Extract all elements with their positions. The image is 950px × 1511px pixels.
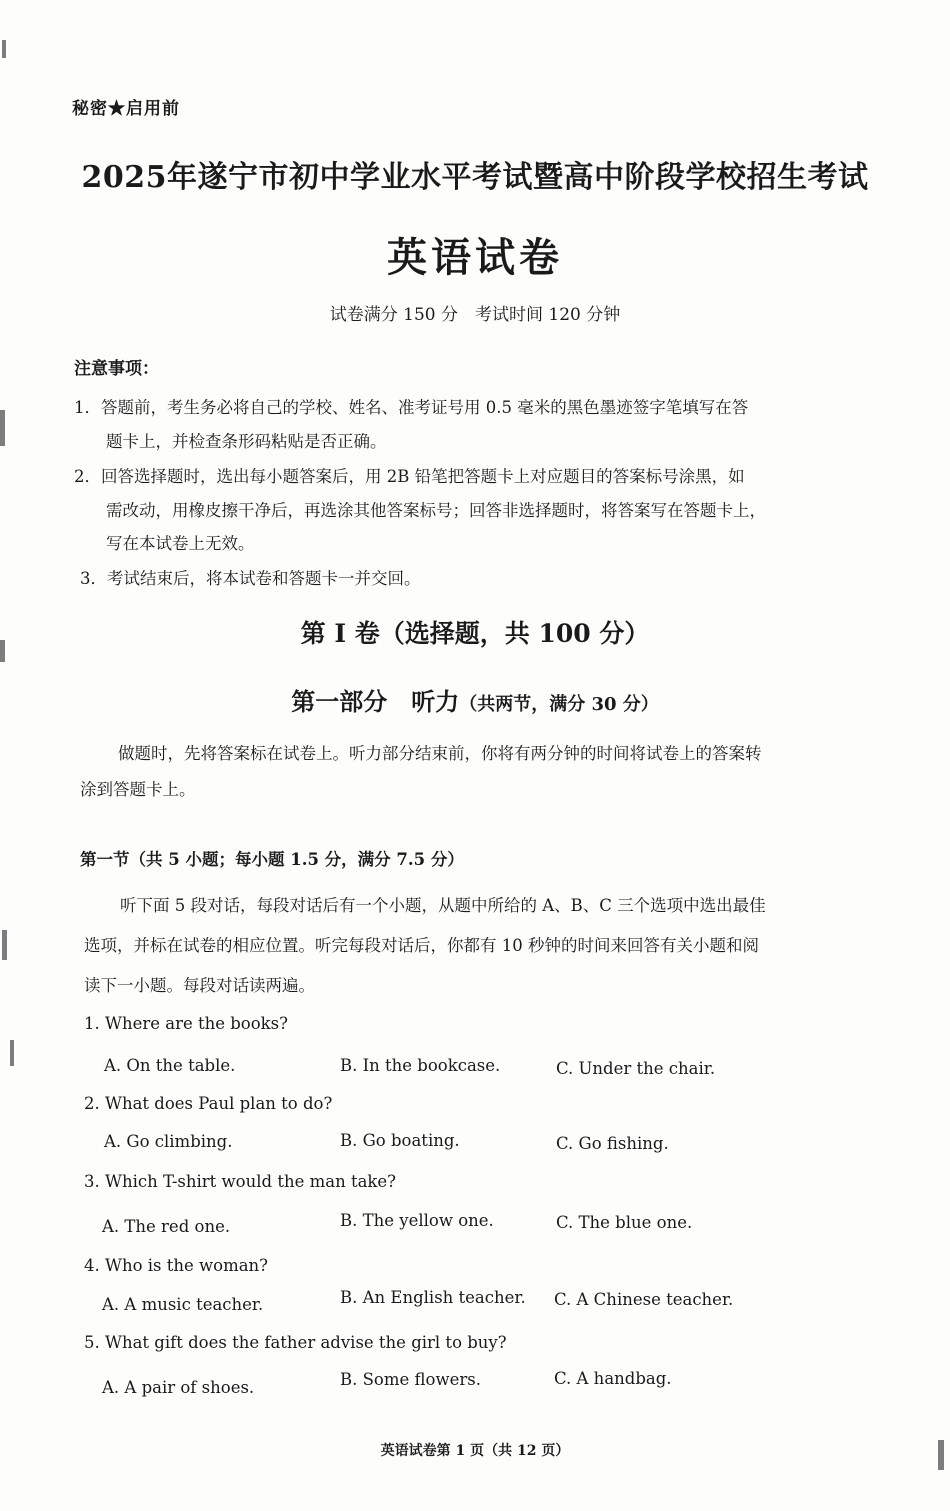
option-c: C. A handbag. — [554, 1369, 672, 1388]
option-a: A. On the table. — [104, 1056, 236, 1075]
option-b: B. An English teacher. — [340, 1288, 526, 1307]
notice-line: 1．答题前，考生务必将自己的学校、姓名、准考证号用 0.5 毫米的黑色墨迹签字笔填写在答 — [74, 398, 749, 417]
notice-line: 写在本试卷上无效。 — [106, 534, 255, 553]
section-instruction-line: 选项，并标在试卷的相应位置。听完每段对话后，你都有 10 秒钟的时间来回答有关小题和阅 — [84, 936, 759, 955]
scan-edge-mark — [0, 410, 5, 446]
part-instruction-line: 做题时，先将答案标在试卷上。听力部分结束前，你将有两分钟的时间将试卷上的答案转 — [118, 744, 762, 763]
option-b: B. Some flowers. — [340, 1370, 481, 1389]
question-text: 1. Where are the books? — [84, 1014, 288, 1033]
question-text: 4. Who is the woman? — [84, 1256, 269, 1275]
option-c: C. Under the chair. — [556, 1059, 716, 1078]
notice-heading: 注意事项： — [74, 359, 159, 379]
section-heading: 第一节（共 5 小题；每小题 1.5 分，满分 7.5 分） — [80, 850, 464, 869]
option-c: C. Go fishing. — [556, 1134, 669, 1153]
subject-title: 英语试卷 — [387, 234, 563, 281]
scan-edge-mark — [2, 40, 6, 58]
section-instruction-line: 读下一小题。每段对话读两遍。 — [84, 976, 315, 995]
option-b: B. Go boating. — [340, 1131, 460, 1150]
notice-line: 2．回答选择题时，选出每小题答案后，用 2B 铅笔把答题卡上对应题目的答案标号涂黑，如 — [74, 467, 745, 486]
part-title-main: 第一部分 听力 — [291, 687, 460, 716]
part-instruction-line: 涂到答题卡上。 — [80, 780, 196, 799]
option-c: C. The blue one. — [556, 1213, 693, 1232]
option-a: A. Go climbing. — [104, 1132, 233, 1151]
option-a: A. A music teacher. — [102, 1295, 264, 1314]
part-title — [0, 682, 950, 717]
scan-edge-mark — [10, 1040, 14, 1066]
question-text: 3. Which T-shirt would the man take? — [84, 1172, 397, 1191]
page-footer: 英语试卷第 1 页（共 12 页） — [380, 1443, 570, 1459]
section-instruction-line: 听下面 5 段对话，每段对话后有一个小题，从题中所给的 A、B、C 三个选项中选出最佳 — [120, 896, 766, 915]
volume-title: 第 I 卷（选择题，共 100 分） — [300, 619, 650, 648]
question-text: 5. What gift does the father advise the girl to buy? — [84, 1333, 507, 1352]
notice-line: 需改动，用橡皮擦干净后，再选涂其他答案标号；回答非选择题时，将答案写在答题卡上， — [106, 501, 766, 520]
question-text: 2. What does Paul plan to do? — [84, 1094, 333, 1113]
option-a: A. A pair of shoes. — [102, 1378, 255, 1397]
exam-info: 试卷满分 150 分 考试时间 120 分钟 — [329, 305, 621, 325]
option-a: A. The red one. — [102, 1217, 231, 1236]
notice-line: 题卡上，并检查条形码粘贴是否正确。 — [106, 432, 387, 451]
notice-line: 3．考试结束后，将本试卷和答题卡一并交回。 — [80, 569, 421, 588]
part-title-sub: （共两节，满分 30 分） — [459, 694, 659, 715]
option-c: C. A Chinese teacher. — [554, 1290, 734, 1309]
option-b: B. The yellow one. — [340, 1211, 494, 1230]
exam-main-title: 2025年遂宁市初中学业水平考试暨高中阶段学校招生考试 — [81, 160, 869, 195]
scan-edge-mark — [2, 930, 7, 960]
option-b: B. In the bookcase. — [340, 1056, 501, 1075]
confidential-mark: 秘密★启用前 — [72, 99, 180, 119]
